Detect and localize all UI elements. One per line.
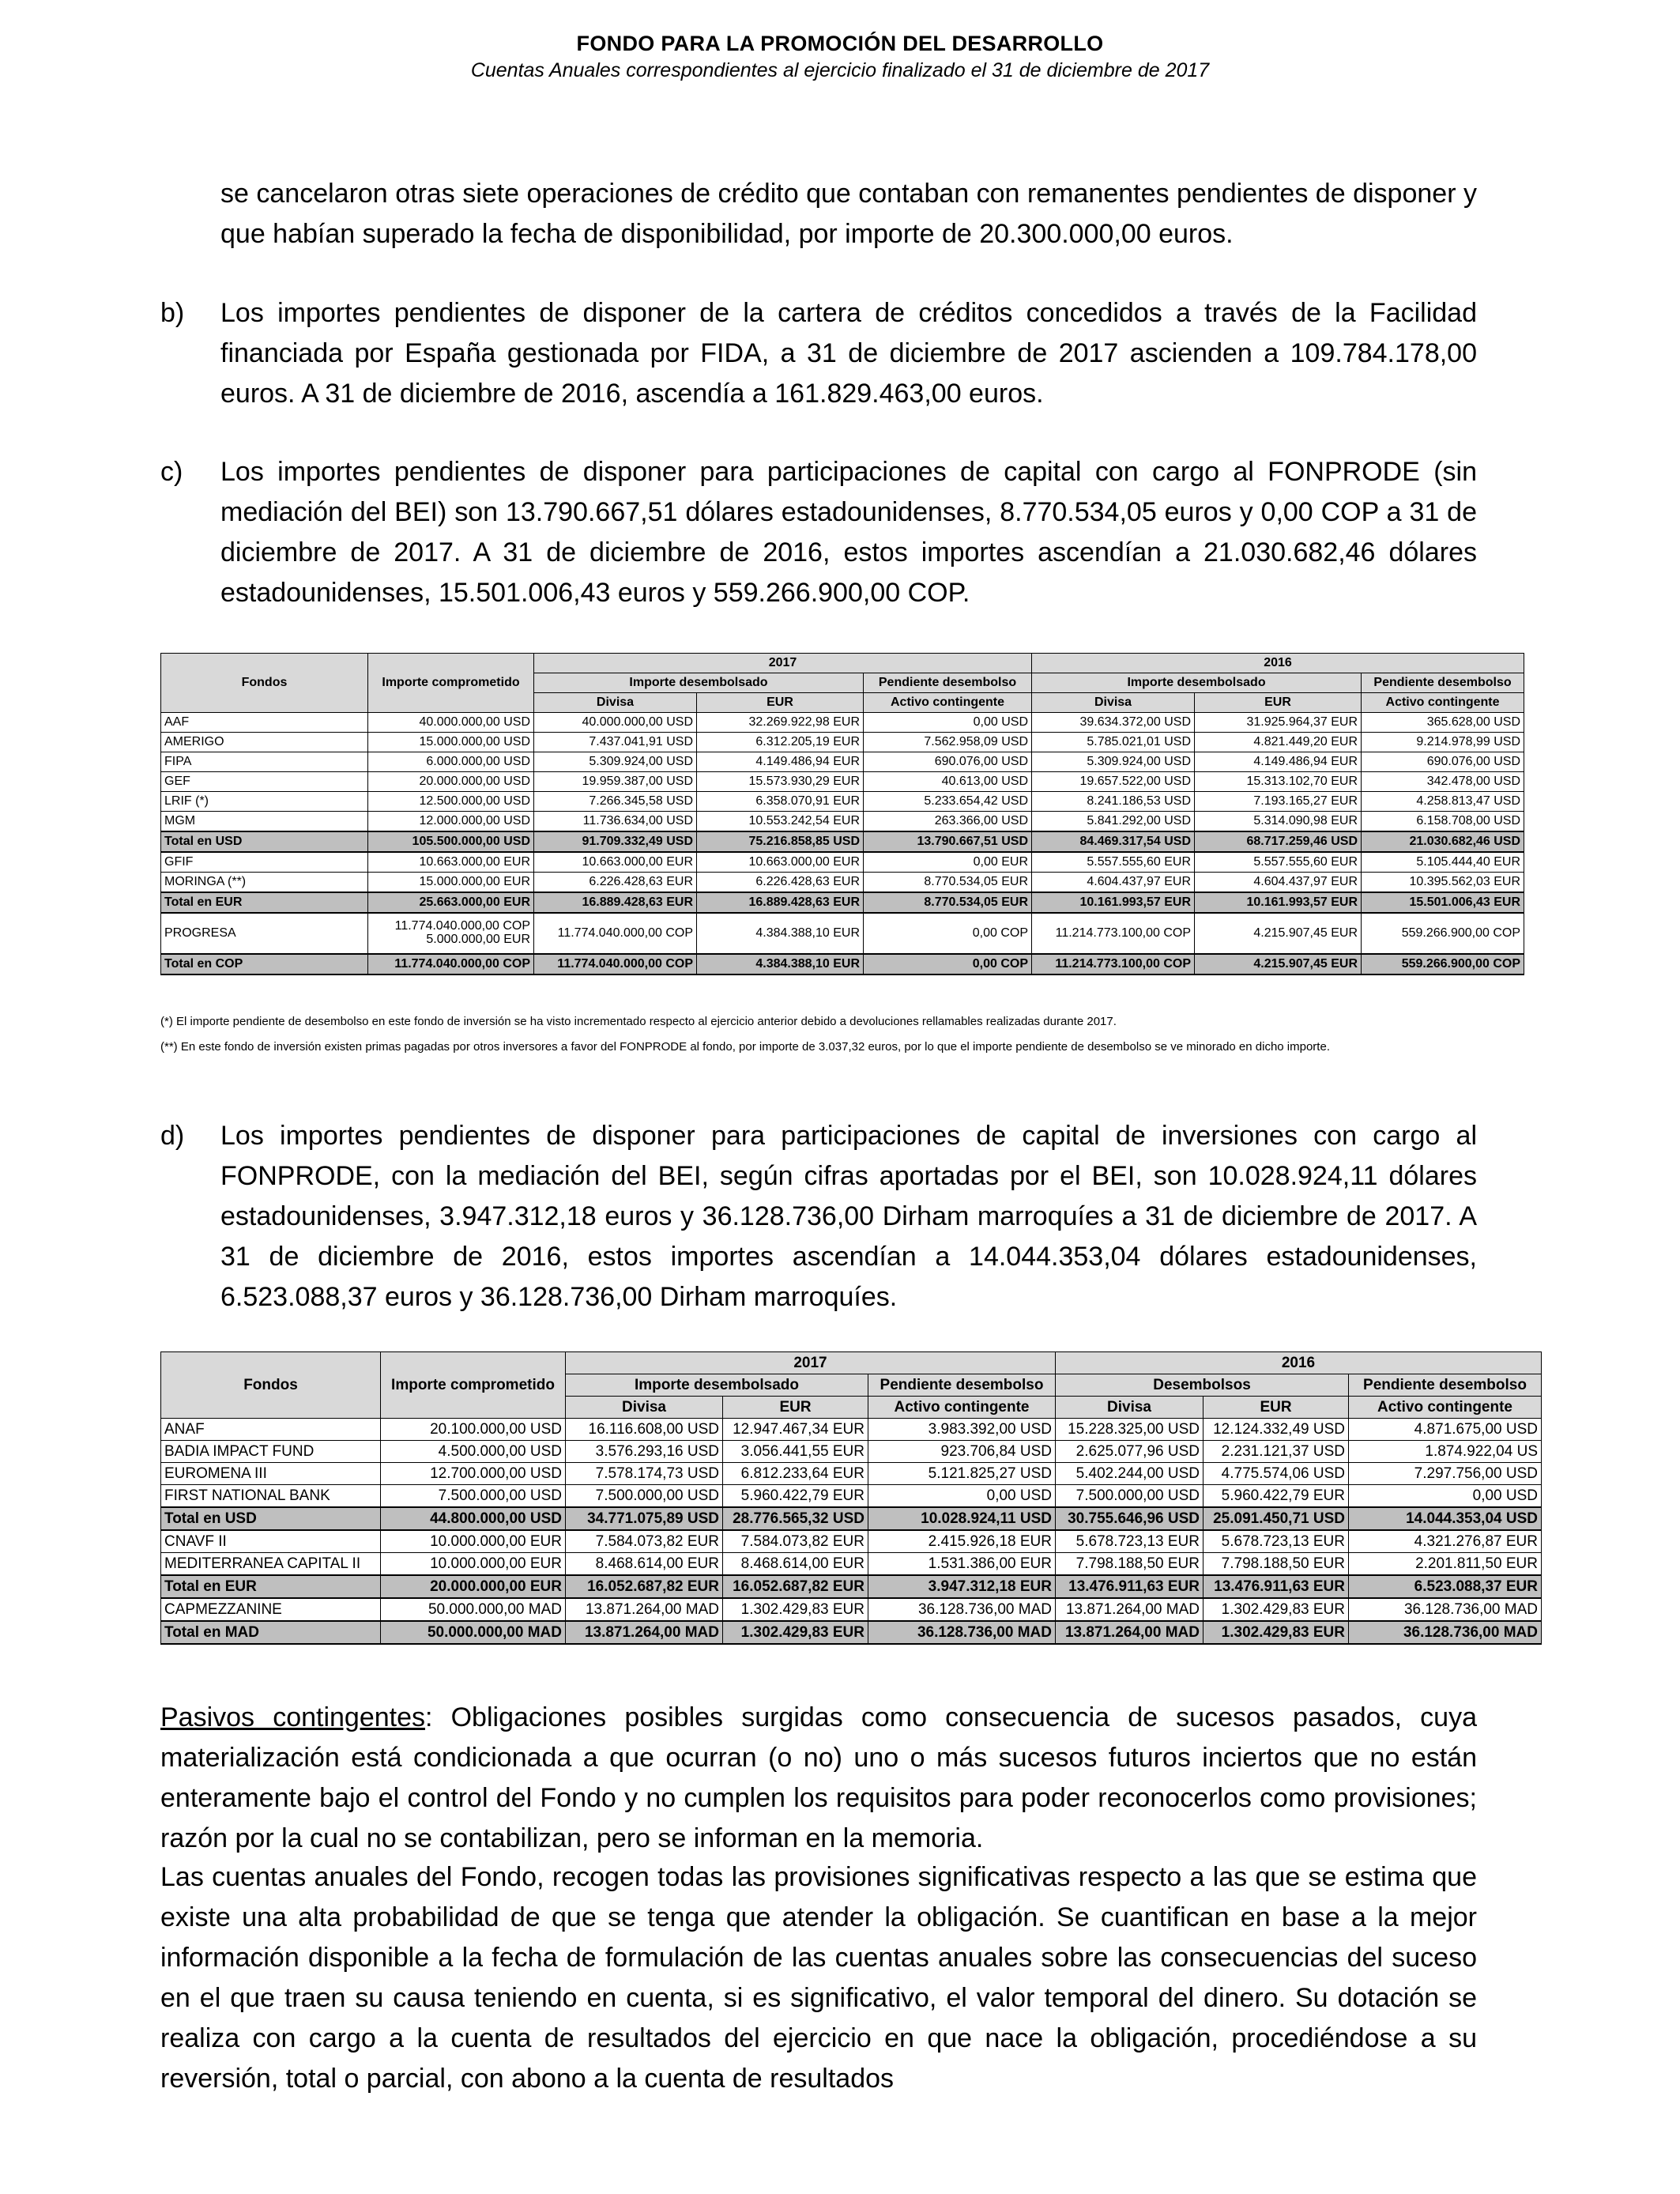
fund-name-cell: Total en EUR [161, 892, 368, 913]
amount-cell: 36.128.736,00 MAD [868, 1621, 1056, 1644]
amount-cell: 21.030.682,46 USD [1362, 831, 1524, 852]
amount-cell: 4.871.675,00 USD [1349, 1419, 1542, 1441]
fund-name-cell: AMERIGO [161, 733, 368, 752]
amount-cell: 4.149.486,94 EUR [1195, 752, 1362, 772]
amount-cell [368, 913, 534, 954]
amount-cell: 19.657.522,00 USD [1032, 772, 1195, 792]
amount-cell: 6.812.233,64 EUR [723, 1463, 868, 1485]
table-total-row [161, 1621, 1542, 1644]
amount-cell: 44.800.000,00 USD [381, 1507, 566, 1530]
amount-cell: 10.663.000,00 EUR [697, 852, 864, 873]
amount-cell: 8.241.186,53 USD [1032, 792, 1195, 812]
amount-cell: 1.302.429,83 EUR [1203, 1598, 1349, 1621]
amount-cell: 342.478,00 USD [1362, 772, 1524, 792]
amount-cell: 7.584.073,82 EUR [723, 1530, 868, 1553]
amount-cell: 31.925.964,37 EUR [1195, 713, 1362, 733]
amount-cell: 15.000.000,00 EUR [368, 873, 534, 893]
th2-pendiente-2016: Pendiente desembolso [1349, 1374, 1542, 1397]
amount-cell: 15.501.006,43 EUR [1362, 892, 1524, 913]
amount-cell: 13.871.264,00 MAD [1056, 1621, 1203, 1644]
fund-name-cell: ANAF [161, 1419, 381, 1441]
th-fondos: Fondos [161, 654, 368, 713]
amount-cell: 7.584.073,82 EUR [566, 1530, 723, 1553]
amount-cell: 923.706,84 USD [868, 1441, 1056, 1463]
amount-cell: 6.000.000,00 USD [368, 752, 534, 772]
amount-line: 11.774.040.000,00 COP [394, 919, 530, 933]
amount-cell: 15.573.930,29 EUR [697, 772, 864, 792]
th2-divisa-2016: Divisa [1056, 1397, 1203, 1419]
intro-paragraph: se cancelaron otras siete operaciones de crédito que contaban con remanentes pendientes de disponer y que habían superado la fecha de disponibilidad, por importe de 20.300.000,00 euros. [220, 179, 1477, 249]
amount-cell: 690.076,00 USD [1362, 752, 1524, 772]
th-eur-2016: EUR [1195, 693, 1362, 713]
th2-importe-desembolsado: Importe desembolsado [566, 1374, 868, 1397]
fund-name-cell: CNAVF II [161, 1530, 381, 1553]
amount-cell: 105.500.000,00 USD [368, 831, 534, 852]
pasivos-text: : Obligaciones posibles surgidas como consecuencia de sucesos pasados, cuya materialización está condicionada a que ocurran (o no) uno o más sucesos futuros inciertos que no están enteramente bajo el control del Fondo y no cumplen los requisitos para poder reconocerlos como provisiones; razón por la cual no se contabilizan, pero se informan en la memoria. [160, 1702, 1477, 1853]
amount-cell: 68.717.259,46 USD [1195, 831, 1362, 852]
amount-cell: 7.500.000,00 USD [566, 1485, 723, 1508]
th2-pendiente-2017: Pendiente desembolso [868, 1374, 1056, 1397]
amount-cell: 10.161.993,57 EUR [1195, 892, 1362, 913]
th2-2016: 2016 [1056, 1352, 1542, 1374]
amount-cell: 10.663.000,00 EUR [368, 852, 534, 873]
fund-name-cell: Total en USD [161, 1507, 381, 1530]
page-title: FONDO PARA LA PROMOCIÓN DEL DESARROLLO [576, 32, 1104, 55]
amount-cell: 12.947.467,34 EUR [723, 1419, 868, 1441]
amount-cell: 11.214.773.100,00 COP [1032, 954, 1195, 974]
amount-cell: 39.634.372,00 USD [1032, 713, 1195, 733]
amount-cell: 13.476.911,63 EUR [1203, 1575, 1349, 1598]
th2-divisa-2017: Divisa [566, 1397, 723, 1419]
amount-cell: 263.366,00 USD [864, 812, 1032, 832]
amount-cell: 4.604.437,97 EUR [1195, 873, 1362, 893]
amount-cell: 8.770.534,05 EUR [864, 892, 1032, 913]
amount-cell: 15.313.102,70 EUR [1195, 772, 1362, 792]
fund-name-cell: MORINGA (**) [161, 873, 368, 893]
amount-cell: 1.302.429,83 EUR [723, 1598, 868, 1621]
th-activo-2016: Activo contingente [1362, 693, 1524, 713]
amount-cell: 5.105.444,40 EUR [1362, 852, 1524, 873]
amount-cell: 16.889.428,63 EUR [534, 892, 697, 913]
th2-fondos: Fondos [161, 1352, 381, 1419]
table-total-row [161, 892, 1524, 913]
amount-cell: 5.402.244,00 USD [1056, 1463, 1203, 1485]
amount-cell: 10.000.000,00 EUR [381, 1530, 566, 1553]
th-importe-desembolsado-2016: Importe desembolsado [1032, 673, 1362, 693]
amount-cell: 4.321.276,87 EUR [1349, 1530, 1542, 1553]
th2-eur-2017: EUR [723, 1397, 868, 1419]
table-participaciones-con-bei [160, 1351, 1542, 1645]
footnote-1: (*) El importe pendiente de desembolso en este fondo de inversión se ha visto incrementado respecto al ejercicio anterior debido a devoluciones rellamables realizadas durante 2017. [160, 1015, 1117, 1028]
amount-cell: 0,00 EUR [864, 852, 1032, 873]
amount-cell: 4.215.907,45 EUR [1195, 954, 1362, 974]
fund-name-cell: FIRST NATIONAL BANK [161, 1485, 381, 1508]
amount-cell: 8.468.614,00 EUR [723, 1553, 868, 1576]
amount-cell: 6.312.205,19 EUR [697, 733, 864, 752]
amount-cell: 30.755.646,96 USD [1056, 1507, 1203, 1530]
amount-cell: 1.874.922,04 US [1349, 1441, 1542, 1463]
table-row [161, 772, 1524, 792]
amount-cell: 5.960.422,79 EUR [723, 1485, 868, 1508]
amount-cell: 10.395.562,03 EUR [1362, 873, 1524, 893]
amount-cell: 690.076,00 USD [864, 752, 1032, 772]
amount-cell: 7.297.756,00 USD [1349, 1463, 1542, 1485]
table-row [161, 913, 1524, 954]
amount-cell: 50.000.000,00 MAD [381, 1621, 566, 1644]
amount-cell: 91.709.332,49 USD [534, 831, 697, 852]
amount-cell: 16.116.608,00 USD [566, 1419, 723, 1441]
amount-cell: 25.663.000,00 EUR [368, 892, 534, 913]
amount-cell: 11.774.040.000,00 COP [534, 913, 697, 954]
amount-cell: 25.091.450,71 USD [1203, 1507, 1349, 1530]
amount-cell: 7.193.165,27 EUR [1195, 792, 1362, 812]
amount-cell: 15.228.325,00 USD [1056, 1419, 1203, 1441]
amount-cell: 5.309.924,00 USD [534, 752, 697, 772]
amount-cell: 0,00 USD [864, 713, 1032, 733]
final-paragraph: Las cuentas anuales del Fondo, recogen todas las provisiones significativas respecto a las que se estima que existe una alta probabilidad de que se tenga que atender la obligación. Se cuantifican en base a la mejor información disponible a la fecha de formulación de las cuentas anuales sobre las consecuencias del suceso en el que traen su causa teniendo en cuenta, si es significativo, el valor temporal del dinero. Su dotación se realiza con cargo a la cuenta de resultados del ejercicio en que nace la obligación, procediéndose a su reversión, total o parcial, con abono a la cuenta de resultados [160, 1862, 1477, 2094]
th2-activo-2017: Activo contingente [868, 1397, 1056, 1419]
amount-cell: 40.000.000,00 USD [534, 713, 697, 733]
amount-cell: 7.798.188,50 EUR [1203, 1553, 1349, 1576]
amount-cell: 7.437.041,91 USD [534, 733, 697, 752]
th-eur-2017: EUR [697, 693, 864, 713]
item-c-text: Los importes pendientes de disponer para participaciones de capital con cargo al FONPRODE (sin mediación del BEI) son 13.790.667,51 dólares estadounidenses, 8.770.534,05 euros y 0,00 COP a 31 de diciembre de 2017. A 31 de diciembre de 2016, estos importes ascendían a 21.030.682,46 dólares estadounidenses, 15.501.006,43 euros y 559.266.900,00 COP. [220, 457, 1477, 608]
pasivos-term: Pasivos contingentes [160, 1702, 426, 1732]
amount-cell: 7.798.188,50 EUR [1056, 1553, 1203, 1576]
th2-importe-comprometido: Importe comprometido [381, 1352, 566, 1419]
amount-cell: 13.476.911,63 EUR [1056, 1575, 1203, 1598]
amount-cell: 5.314.090,98 EUR [1195, 812, 1362, 832]
th2-activo-2016: Activo contingente [1349, 1397, 1542, 1419]
amount-cell: 32.269.922,98 EUR [697, 713, 864, 733]
th-activo-2017: Activo contingente [864, 693, 1032, 713]
amount-cell: 9.214.978,99 USD [1362, 733, 1524, 752]
item-b-text: Los importes pendientes de disponer de la cartera de créditos concedidos a través de la Facilidad financiada por España gestionada por FIDA, a 31 de diciembre de 2017 ascienden a 109.784.178,00 euros. A 31 de diciembre de 2016, ascendía a 161.829.463,00 euros. [220, 298, 1477, 409]
amount-cell: 14.044.353,04 USD [1349, 1507, 1542, 1530]
fund-name-cell: Total en USD [161, 831, 368, 852]
amount-cell: 3.576.293,16 USD [566, 1441, 723, 1463]
amount-cell: 11.214.773.100,00 COP [1032, 913, 1195, 954]
table-row [161, 792, 1524, 812]
table-participaciones-sin-bei [160, 653, 1524, 975]
th2-eur-2016: EUR [1203, 1397, 1349, 1419]
fund-name-cell: Total en EUR [161, 1575, 381, 1598]
amount-cell: 28.776.565,32 USD [723, 1507, 868, 1530]
table-row [161, 733, 1524, 752]
amount-cell: 36.128.736,00 MAD [868, 1598, 1056, 1621]
amount-cell: 40.000.000,00 USD [368, 713, 534, 733]
amount-cell: 5.678.723,13 EUR [1056, 1530, 1203, 1553]
item-b-label: b) [160, 298, 185, 328]
amount-cell: 1.531.386,00 EUR [868, 1553, 1056, 1576]
amount-cell: 4.604.437,97 EUR [1032, 873, 1195, 893]
amount-cell: 365.628,00 USD [1362, 713, 1524, 733]
amount-cell: 5.557.555,60 EUR [1195, 852, 1362, 873]
amount-cell: 11.774.040.000,00 COP [534, 954, 697, 974]
amount-cell: 36.128.736,00 MAD [1349, 1621, 1542, 1644]
amount-cell: 4.500.000,00 USD [381, 1441, 566, 1463]
amount-cell: 7.500.000,00 USD [381, 1485, 566, 1508]
amount-cell: 34.771.075,89 USD [566, 1507, 723, 1530]
amount-cell: 50.000.000,00 MAD [381, 1598, 566, 1621]
amount-cell: 5.557.555,60 EUR [1032, 852, 1195, 873]
th-importe-comprometido: Importe comprometido [368, 654, 534, 713]
th-2017: 2017 [534, 654, 1032, 673]
footnote-2: (**) En este fondo de inversión existen primas pagadas por otros inversores a favor del FONPRODE al fondo, por importe de 3.037,32 euros, por lo que el importe pendiente de desembolso se ve minorado en dicho importe. [160, 1040, 1330, 1054]
fund-name-cell: EUROMENA III [161, 1463, 381, 1485]
amount-cell: 7.578.174,73 USD [566, 1463, 723, 1485]
th-pendiente-2017: Pendiente desembolso [864, 673, 1032, 693]
fund-name-cell: FIPA [161, 752, 368, 772]
table-total-row [161, 1575, 1542, 1598]
table-row [161, 1463, 1542, 1485]
amount-cell: 20.000.000,00 EUR [381, 1575, 566, 1598]
amount-cell: 2.231.121,37 USD [1203, 1441, 1349, 1463]
amount-cell: 8.770.534,05 EUR [864, 873, 1032, 893]
amount-cell: 559.266.900,00 COP [1362, 913, 1524, 954]
table-total-row [161, 831, 1524, 852]
amount-cell: 1.302.429,83 EUR [1203, 1621, 1349, 1644]
pasivos-paragraph [160, 1698, 1477, 1859]
th2-desembolsos: Desembolsos [1056, 1374, 1349, 1397]
amount-cell: 16.052.687,82 EUR [566, 1575, 723, 1598]
amount-cell: 40.613,00 USD [864, 772, 1032, 792]
fund-name-cell: GEF [161, 772, 368, 792]
amount-cell: 3.056.441,55 EUR [723, 1441, 868, 1463]
th-divisa-2017: Divisa [534, 693, 697, 713]
amount-cell: 12.500.000,00 USD [368, 792, 534, 812]
amount-cell: 16.052.687,82 EUR [723, 1575, 868, 1598]
page-subtitle: Cuentas Anuales correspondientes al ejercicio finalizado el 31 de diciembre de 2017 [470, 59, 1210, 81]
item-c-label: c) [160, 457, 183, 487]
fund-name-cell: GFIF [161, 852, 368, 873]
amount-cell: 7.500.000,00 USD [1056, 1485, 1203, 1508]
fund-name-cell: Total en COP [161, 954, 368, 974]
amount-cell: 6.523.088,37 EUR [1349, 1575, 1542, 1598]
item-d-label: d) [160, 1121, 185, 1151]
amount-cell: 4.384.388,10 EUR [697, 954, 864, 974]
page-header [0, 32, 1680, 82]
table1-body [161, 713, 1524, 975]
amount-cell: 6.226.428,63 EUR [534, 873, 697, 893]
amount-cell: 3.947.312,18 EUR [868, 1575, 1056, 1598]
amount-cell: 7.562.958,09 USD [864, 733, 1032, 752]
amount-cell: 6.358.070,91 EUR [697, 792, 864, 812]
amount-cell: 2.415.926,18 EUR [868, 1530, 1056, 1553]
table-row [161, 1530, 1542, 1553]
amount-cell: 10.553.242,54 EUR [697, 812, 864, 832]
amount-cell: 6.226.428,63 EUR [697, 873, 864, 893]
amount-cell: 12.700.000,00 USD [381, 1463, 566, 1485]
amount-cell: 0,00 USD [868, 1485, 1056, 1508]
amount-cell: 36.128.736,00 MAD [1349, 1598, 1542, 1621]
amount-cell: 19.959.387,00 USD [534, 772, 697, 792]
amount-cell: 5.785.021,01 USD [1032, 733, 1195, 752]
amount-cell: 2.201.811,50 EUR [1349, 1553, 1542, 1576]
amount-cell: 10.663.000,00 EUR [534, 852, 697, 873]
fund-name-cell: LRIF (*) [161, 792, 368, 812]
th-importe-desembolsado-2017: Importe desembolsado [534, 673, 864, 693]
amount-cell: 20.100.000,00 USD [381, 1419, 566, 1441]
amount-cell: 13.790.667,51 USD [864, 831, 1032, 852]
amount-cell: 5.960.422,79 EUR [1203, 1485, 1349, 1508]
amount-cell: 75.216.858,85 USD [697, 831, 864, 852]
fund-name-cell: CAPMEZZANINE [161, 1598, 381, 1621]
amount-cell: 4.821.449,20 EUR [1195, 733, 1362, 752]
table-row [161, 1553, 1542, 1576]
amount-cell: 4.258.813,47 USD [1362, 792, 1524, 812]
amount-cell: 0,00 COP [864, 913, 1032, 954]
amount-cell: 5.841.292,00 USD [1032, 812, 1195, 832]
table-row [161, 713, 1524, 733]
amount-cell: 5.121.825,27 USD [868, 1463, 1056, 1485]
table-total-row [161, 1507, 1542, 1530]
table-row [161, 1441, 1542, 1463]
table-row [161, 1598, 1542, 1621]
amount-cell: 6.158.708,00 USD [1362, 812, 1524, 832]
table-row [161, 812, 1524, 832]
amount-cell: 4.215.907,45 EUR [1195, 913, 1362, 954]
item-d-text: Los importes pendientes de disponer para participaciones de capital de inversiones con cargo al FONPRODE, con la mediación del BEI, según cifras aportadas por el BEI, son 10.028.924,11 dólares estadounidenses, 3.947.312,18 euros y 36.128.736,00 Dirham marroquíes a 31 de diciembre de 2017. A 31 de diciembre de 2016, estos importes ascendían a 14.044.353,04 dólares estadounidenses, 6.523.088,37 euros y 36.128.736,00 Dirham marroquíes. [220, 1121, 1477, 1312]
amount-cell: 16.889.428,63 EUR [697, 892, 864, 913]
amount-cell: 11.774.040.000,00 COP [368, 954, 534, 974]
table2-body [161, 1419, 1542, 1645]
amount-cell: 10.028.924,11 USD [868, 1507, 1056, 1530]
amount-cell: 4.384.388,10 EUR [697, 913, 864, 954]
amount-cell: 0,00 COP [864, 954, 1032, 974]
th-divisa-2016: Divisa [1032, 693, 1195, 713]
fund-name-cell: MEDITERRANEA CAPITAL II [161, 1553, 381, 1576]
table-row [161, 1485, 1542, 1508]
amount-cell: 0,00 USD [1349, 1485, 1542, 1508]
amount-cell: 12.124.332,49 USD [1203, 1419, 1349, 1441]
amount-cell: 7.266.345,58 USD [534, 792, 697, 812]
amount-cell: 1.302.429,83 EUR [723, 1621, 868, 1644]
amount-cell: 12.000.000,00 USD [368, 812, 534, 832]
amount-cell: 20.000.000,00 USD [368, 772, 534, 792]
amount-cell: 84.469.317,54 USD [1032, 831, 1195, 852]
fund-name-cell: MGM [161, 812, 368, 832]
amount-cell: 2.625.077,96 USD [1056, 1441, 1203, 1463]
table-row [161, 852, 1524, 873]
amount-cell: 5.309.924,00 USD [1032, 752, 1195, 772]
table-row [161, 873, 1524, 893]
amount-cell: 4.149.486,94 EUR [697, 752, 864, 772]
amount-cell: 5.233.654,42 USD [864, 792, 1032, 812]
amount-cell: 8.468.614,00 EUR [566, 1553, 723, 1576]
amount-cell: 3.983.392,00 USD [868, 1419, 1056, 1441]
table-row [161, 752, 1524, 772]
fund-name-cell: AAF [161, 713, 368, 733]
fund-name-cell: Total en MAD [161, 1621, 381, 1644]
amount-cell: 559.266.900,00 COP [1362, 954, 1524, 974]
amount-cell: 4.775.574,06 USD [1203, 1463, 1349, 1485]
amount-cell: 10.000.000,00 EUR [381, 1553, 566, 1576]
table-total-row [161, 954, 1524, 974]
amount-cell: 15.000.000,00 USD [368, 733, 534, 752]
amount-cell: 10.161.993,57 EUR [1032, 892, 1195, 913]
table-row [161, 1419, 1542, 1441]
amount-line: 5.000.000,00 EUR [426, 933, 530, 946]
amount-cell: 5.678.723,13 EUR [1203, 1530, 1349, 1553]
th2-2017: 2017 [566, 1352, 1056, 1374]
th-2016: 2016 [1032, 654, 1524, 673]
amount-cell: 13.871.264,00 MAD [566, 1598, 723, 1621]
amount-cell: 13.871.264,00 MAD [1056, 1598, 1203, 1621]
fund-name-cell: BADIA IMPACT FUND [161, 1441, 381, 1463]
amount-cell: 11.736.634,00 USD [534, 812, 697, 832]
th-pendiente-2016: Pendiente desembolso [1362, 673, 1524, 693]
fund-name-cell: PROGRESA [161, 913, 368, 954]
amount-cell: 13.871.264,00 MAD [566, 1621, 723, 1644]
